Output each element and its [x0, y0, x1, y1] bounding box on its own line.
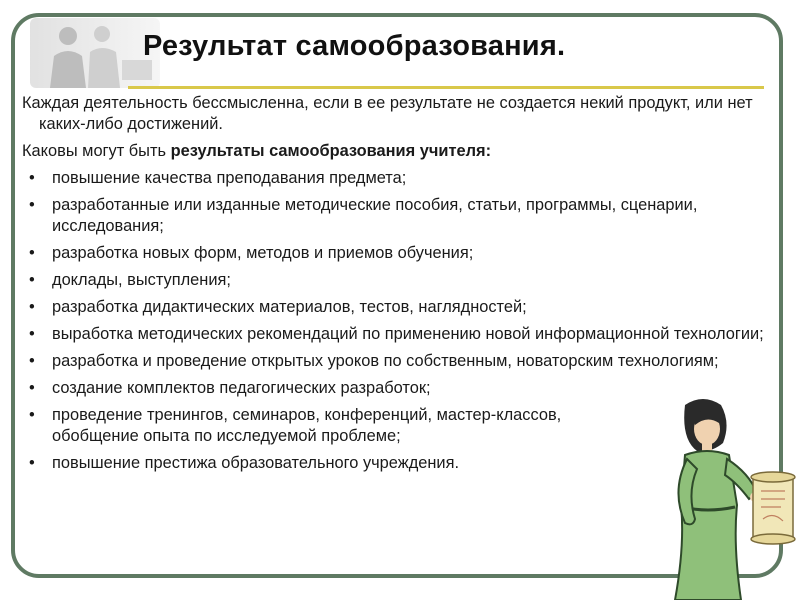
list-item-text: проведение тренингов, семинаров, конференций, мастер-классов, обобщение опыта по исследуемой проблеме;	[52, 406, 562, 445]
bullet-icon: •	[29, 244, 35, 262]
question-prefix: Каковы могут быть	[22, 142, 171, 160]
question-paragraph	[22, 141, 782, 162]
list-item-text: выработка методических рекомендаций по применению новой информационной технологии;	[52, 325, 764, 343]
question-bold: результаты самообразования учителя:	[170, 142, 492, 160]
list-item-text: разработка дидактических материалов, тестов, наглядностей;	[52, 298, 527, 316]
list-item-text: разработка новых форм, методов и приемов обучения;	[52, 244, 474, 262]
list-item	[22, 405, 612, 447]
list-item	[22, 297, 782, 318]
bullet-icon: •	[29, 169, 35, 187]
bullet-icon: •	[29, 298, 35, 316]
bullet-icon: •	[29, 379, 35, 397]
bullet-icon: •	[29, 271, 35, 289]
bullet-icon: •	[29, 454, 35, 472]
list-item	[22, 270, 782, 291]
bullet-icon: •	[29, 406, 35, 424]
list-item	[22, 195, 782, 237]
bullet-icon: •	[29, 196, 35, 214]
list-item	[22, 324, 782, 345]
list-item	[22, 351, 782, 372]
title-underline	[128, 86, 764, 89]
bullet-icon: •	[29, 352, 35, 370]
slide-title: Результат самообразования.	[143, 30, 566, 62]
bullet-icon: •	[29, 325, 35, 343]
list-item-text: создание комплектов педагогических разработок;	[52, 379, 431, 397]
list-item-text: повышение престижа образовательного учреждения.	[52, 454, 460, 472]
list-item-text: разработка и проведение открытых уроков по собственным, новаторским технологиям;	[52, 352, 719, 370]
intro-paragraph: Каждая деятельность бессмысленна, если в ее результате не создается некий продукт, или нет каких-либо достижений.	[22, 94, 753, 133]
list-item-text: повышение качества преподавания предмета;	[52, 169, 407, 187]
list-item	[22, 168, 782, 189]
list-item-text: доклады, выступления;	[52, 271, 231, 289]
list-item	[22, 243, 782, 264]
business-people-silhouette-icon	[30, 18, 160, 88]
teacher-with-scroll-icon	[645, 395, 800, 600]
list-item-text: разработанные или изданные методические пособия, статьи, программы, сценарии, исследования;	[52, 196, 698, 235]
